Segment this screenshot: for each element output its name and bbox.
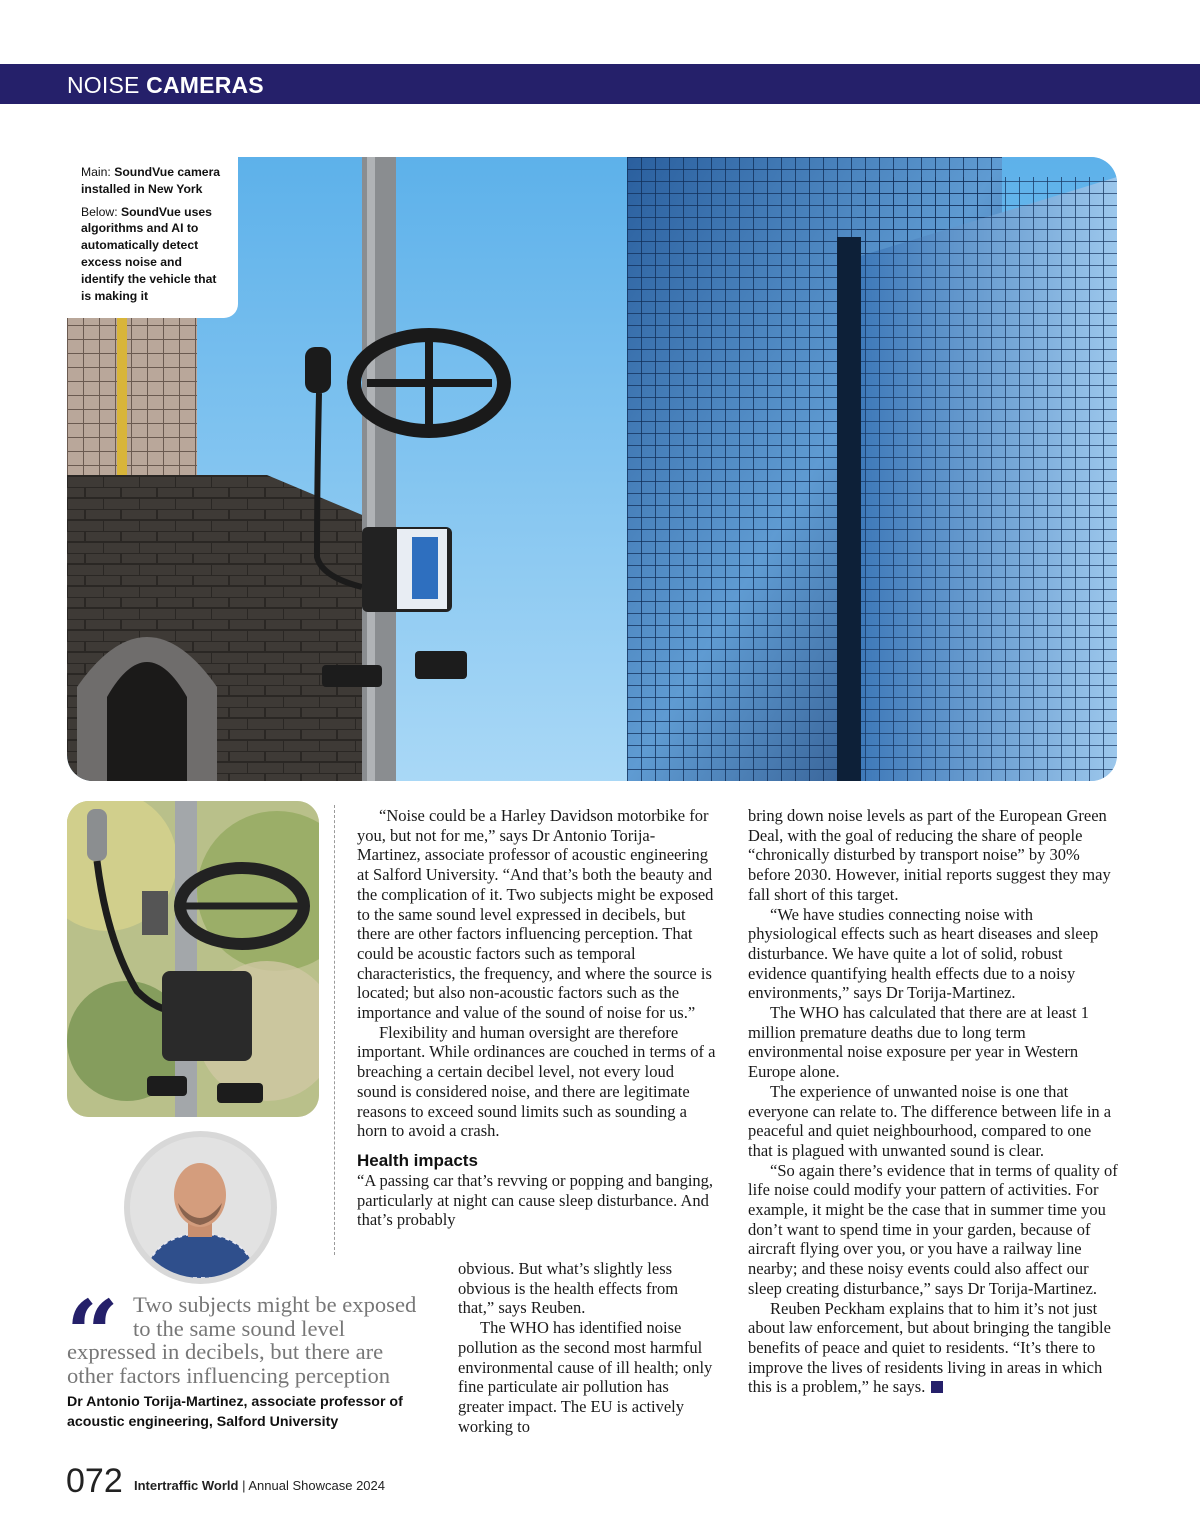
paragraph: “So again there’s evidence that in terms of quality of life noise could modify your pattern of activities. For example, it might be the case that in summer time you don’t want to spend time in your garden, because of aircraft flying over you, or you have a railway line nearby; and these noisy events could also affect our sleep creating disturbance,” says Dr Torija-Martinez.	[748, 1160, 1118, 1298]
pull-quote-line-a: Two subjects might be exposed	[133, 1292, 417, 1317]
quote-mark-icon: “	[66, 1280, 119, 1388]
column-divider	[334, 805, 335, 1255]
pull-quote	[67, 1293, 427, 1388]
caption-below-text: SoundVue uses algorithms and AI to automatically detect excess noise and identify the vehicle that is making it	[81, 204, 217, 303]
paragraph: The experience of unwanted noise is one that everyone can relate to. The difference between life in a peaceful and quiet neighbourhood, compared to one that is plagued with unwanted sound is clear.	[748, 1081, 1112, 1160]
small-photo	[67, 801, 319, 1117]
paragraph: The WHO has calculated that there are at least 1 million premature deaths due to long term environmental noise exposure per year in Western Europe alone.	[748, 1003, 1090, 1082]
pull-quote-line-b: to the same sound level	[133, 1315, 346, 1341]
caption-main-label: Main:	[81, 165, 111, 179]
paragraph: “A passing car that’s revving or popping and banging, particularly at night can cause sleep disturbance. And that’s probably	[357, 1170, 714, 1230]
paragraph: The WHO has identified noise pollution as the second most harmful environmental cause of ill health; only fine particulate air pollution has greater impact. The EU is actively working to	[458, 1318, 713, 1436]
end-mark-icon	[931, 1381, 943, 1393]
pull-quote-rest: expressed in decibels, but there are other factors influencing perception	[67, 1339, 391, 1389]
footer-publication: Intertraffic World | Annual Showcase 2024	[134, 1478, 385, 1493]
paragraph: “Noise could be a Harley Davidson motorbike for you, but not for me,” says Dr Antonio Torija-Martinez, associate professor of acoustic engineering at Salford University. “And that’s both the beauty and the complication of it. Two subjects might be exposed to the same sound level expressed in decibels, but there are other factors influencing perception. That could be acoustic factors such as temporal characteristics, the frequency, and where the source is located; but also non-acoustic factors such as the importance and value of the sound of noise for us.”	[357, 806, 714, 1023]
page-number: 072	[66, 1462, 123, 1500]
caption-below-label: Below:	[81, 204, 118, 219]
paragraph: Flexibility and human oversight are therefore important. While ordinances are couched in terms of a breaching a certain decibel level, not every loud sound is considered noise, and there are legitimate reasons to exceed sound limits such as sounding a horn to avoid a crash.	[357, 1022, 716, 1141]
section-title: NOISE CAMERAS	[67, 72, 264, 98]
paragraph-last: Reuben Peckham explains that to him it’s not just about law enforcement, but about bringing the tangible benefits of peace and quiet to residents. “It’s there to improve the lives of residents living in areas in which this is a problem,” he says.	[748, 1298, 1111, 1397]
section-banner	[0, 64, 1200, 104]
caption-main-text: SoundVue camera installed in New York	[81, 165, 221, 196]
photo-caption	[67, 157, 238, 318]
article-column-2	[748, 806, 1118, 1397]
portrait-photo	[124, 1131, 277, 1284]
paragraph: “We have studies connecting noise with physiological effects such as heart diseases and sleep disturbance. We have quite a lot of solid, robust evidence quantifying health effects due to a noisy environments,” says Dr Torija-Martinez.	[748, 904, 1099, 1003]
article-column-1	[357, 806, 717, 1230]
paragraph: bring down noise levels as part of the European Green Deal, with the goal of reducing the share of people “chronically disturbed by transport noise” by 30% before 2030. However, initial reports suggest they may fall short of this target.	[748, 806, 1111, 904]
pull-quote-attribution: Dr Antonio Torija-Martinez, associate professor of acoustic engineering, Salford University	[67, 1394, 403, 1430]
subheading: Health impacts	[357, 1150, 478, 1170]
paragraph: obvious. But what’s slightly less obvious is the health effects from that,” says Reuben.	[458, 1259, 679, 1318]
article-column-1-continued	[458, 1259, 718, 1436]
